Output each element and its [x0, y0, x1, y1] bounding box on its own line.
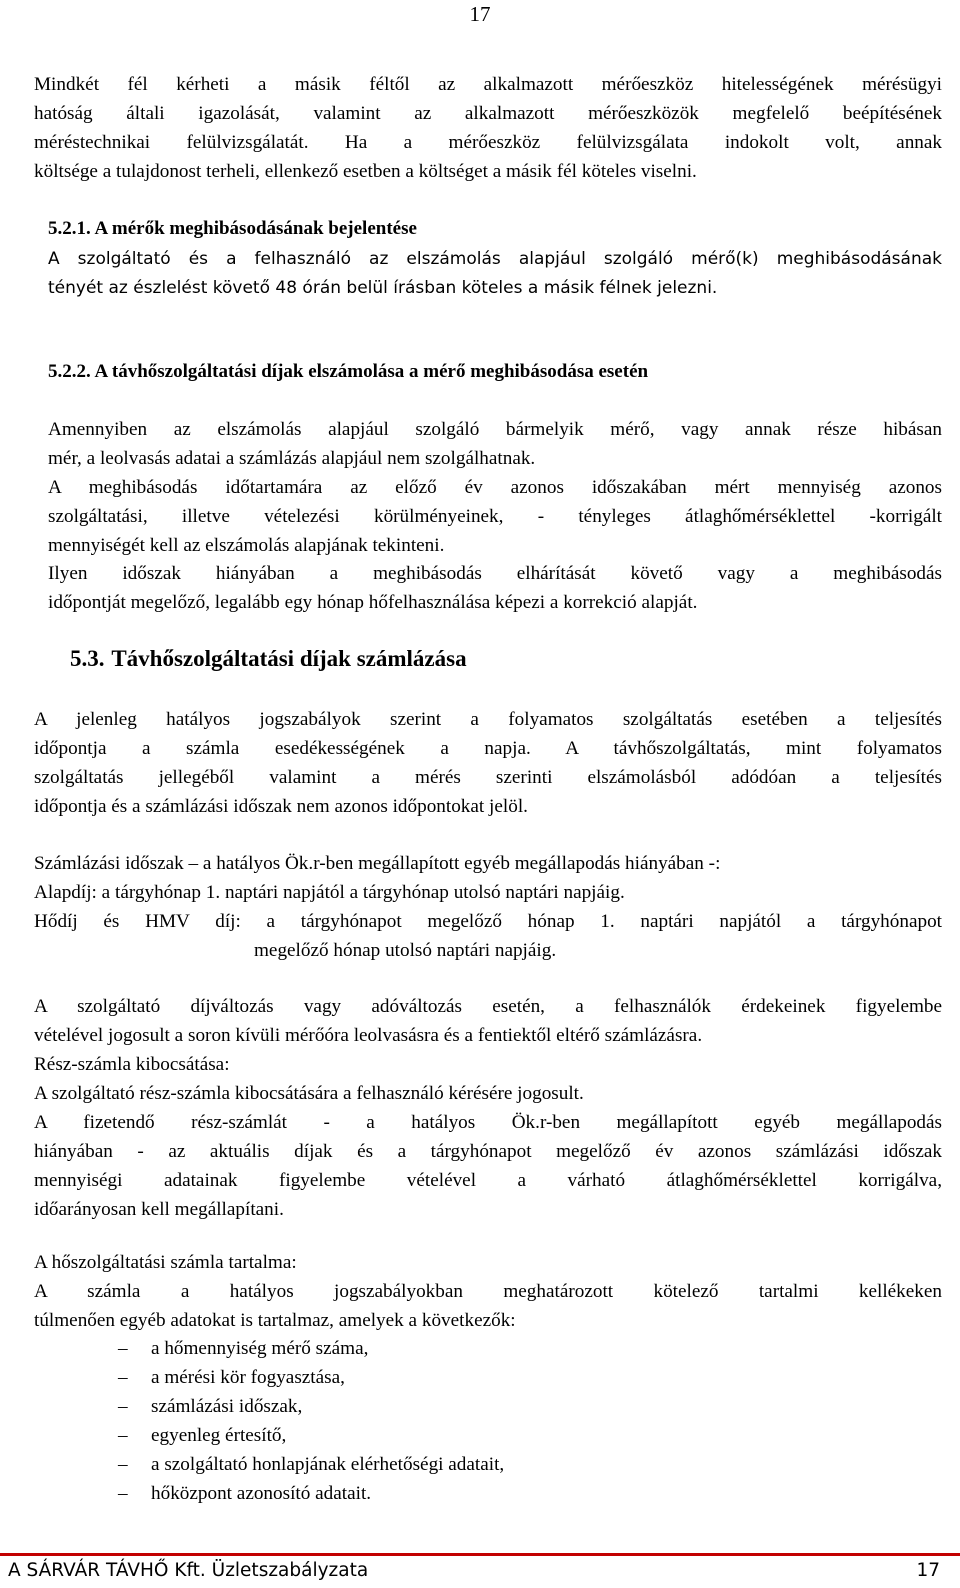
section-heading-5-2-1: 5.2.1. A mérők meghibásodásának bejelentése [48, 218, 417, 239]
text-line: mér, a leolvasás adatai a számlázás alapjául nem szolgálhatnak. [48, 447, 536, 469]
text-line: A jelenleg hatályos jogszabályok szerint a folyamatos szolgáltatás esetében a teljesítés [34, 709, 942, 730]
partial-invoice-paragraph [34, 992, 942, 1224]
intro-paragraph [34, 70, 942, 186]
section-heading-5-3 [70, 646, 467, 672]
text-line: A hőszolgáltatási számla tartalma: [34, 1252, 297, 1273]
section-number: 5.3. [70, 646, 105, 671]
section-title: Távhőszolgáltatási díjak számlázása [111, 646, 467, 671]
text-line: szolgáltatási, illetve vételezési körülményeinek, - tényleges átlaghőmérséklettel -korrigált [48, 505, 942, 527]
footer-title: A SÁRVÁR TÁVHŐ Kft. Üzletszabályzata [8, 1560, 369, 1581]
text-line: A szolgáltató rész-számla kibocsátására a felhasználó kérésére jogosult. [34, 1083, 584, 1104]
text-line: Számlázási időszak – a hatályos Ök.r-ben megállapított egyéb megállapodás hiányában -: [34, 853, 721, 874]
text-line: A meghibásodás időtartamára az előző év azonos időszakában mért mennyiség azonos [48, 476, 942, 498]
footer-page-number: 17 [916, 1560, 940, 1581]
text-line: hiányában - az aktuális díjak és a tárgyhónapot megelőző év azonos számlázási időszak [34, 1141, 942, 1162]
section-5-2-1-body [48, 245, 942, 303]
text-line: mennyiségi adatainak figyelembe vételével a várható átlaghőmérséklettel korrigálva, [34, 1170, 942, 1191]
invoice-content-list [118, 1334, 504, 1508]
footer-rule [0, 1553, 960, 1556]
list-item: – a hőmennyiség mérő száma, [118, 1334, 504, 1363]
text-line: költsége a tulajdonost terheli, ellenkező esetben a költséget a másik fél köteles viselni. [34, 161, 697, 182]
text-line: Hődíj és HMV díj: a tárgyhónapot megelőző hónap 1. naptári napjától a tárgyhónapot [34, 911, 942, 932]
dash-bullet: – [118, 1338, 128, 1359]
text-line: időpontja a számla esedékességének a napja. A távhőszolgáltatás, mint folyamatos [34, 738, 942, 759]
text-line: mennyiségét kell az elszámolás alapjának tekinteni. [48, 534, 445, 556]
text-line: Alapdíj: a tárgyhónap 1. naptári napjától a tárgyhónap utolsó naptári napjáig. [34, 882, 625, 903]
text-line: Rész-számla kibocsátása: [34, 1054, 230, 1075]
text-line: Mindkét fél kérheti a másik féltől az alkalmazott mérőeszköz hitelességének mérésügyi [34, 74, 942, 95]
list-item: – számlázási időszak, [118, 1392, 504, 1421]
text-line: A szolgáltató és a felhasználó az elszámolás alapjául szolgáló mérő(k) meghibásodásának [48, 249, 942, 269]
list-item: – a mérési kör fogyasztása, [118, 1363, 504, 1392]
dash-bullet: – [118, 1483, 128, 1504]
text-line: A szolgáltató díjváltozás vagy adóváltozás esetén, a felhasználók érdekeinek figyelembe [34, 996, 942, 1017]
dash-bullet: – [118, 1454, 128, 1475]
page-number: 17 [469, 2, 491, 26]
text-line: hatóság általi igazolását, valamint az alkalmazott mérőeszközök megfelelő beépítésének [34, 103, 942, 124]
text-line: méréstechnikai felülvizsgálatát. Ha a mérőeszköz felülvizsgálata indokolt volt, annak [34, 132, 942, 153]
billing-period-paragraph [34, 849, 942, 965]
dash-bullet: – [118, 1396, 128, 1417]
text-line: tényét az észlelést követő 48 órán belül írásban köteles a másik félnek jelezni. [48, 278, 718, 298]
text-line: túlmenően egyéb adatokat is tartalmaz, amelyek a következők: [34, 1310, 516, 1331]
list-item: – egyenleg értesítő, [118, 1421, 504, 1450]
dash-bullet: – [118, 1367, 128, 1388]
text-line: A fizetendő rész-számlát - a hatályos Ök.r-ben megállapított egyéb megállapodás [34, 1112, 942, 1133]
text-line: A számla a hatályos jogszabályokban meghatározott kötelező tartalmi kellékeken [34, 1281, 942, 1302]
section-heading-5-2-2: 5.2.2. A távhőszolgáltatási díjak elszámolása a mérő meghibásodása esetén [48, 361, 649, 382]
text-line: megelőző hónap utolsó naptári napjáig. [254, 940, 557, 961]
text-line: időpontja és a számlázási időszak nem azonos időpontokat jelöl. [34, 796, 528, 817]
list-item: – a szolgáltató honlapjának elérhetőségi adatait, [118, 1450, 504, 1479]
text-line: időarányosan kell megállapítani. [34, 1199, 284, 1220]
text-line: Ilyen időszak hiányában a meghibásodás elhárítását követő vagy a meghibásodás [48, 563, 942, 585]
invoice-content-paragraph [34, 1248, 942, 1335]
text-line: időpontját megelőző, legalább egy hónap hőfelhasználása képezi a korrekció alapját. [48, 592, 698, 614]
section-5-2-2-body [48, 416, 942, 618]
list-item: – hőközpont azonosító adatait. [118, 1479, 504, 1508]
text-line: Amennyiben az elszámolás alapjául szolgáló bármelyik mérő, vagy annak része hibásan [48, 419, 942, 440]
text-line: szolgáltatás jellegéből valamint a mérés szerinti elszámolásból adódóan a teljesítés [34, 767, 942, 788]
text-line: vételével jogosult a soron kívüli mérőóra leolvasásra és a fentiektől eltérő számlázásra. [34, 1025, 703, 1046]
dash-bullet: – [118, 1425, 128, 1446]
section-5-3-paragraph-1 [34, 705, 942, 821]
